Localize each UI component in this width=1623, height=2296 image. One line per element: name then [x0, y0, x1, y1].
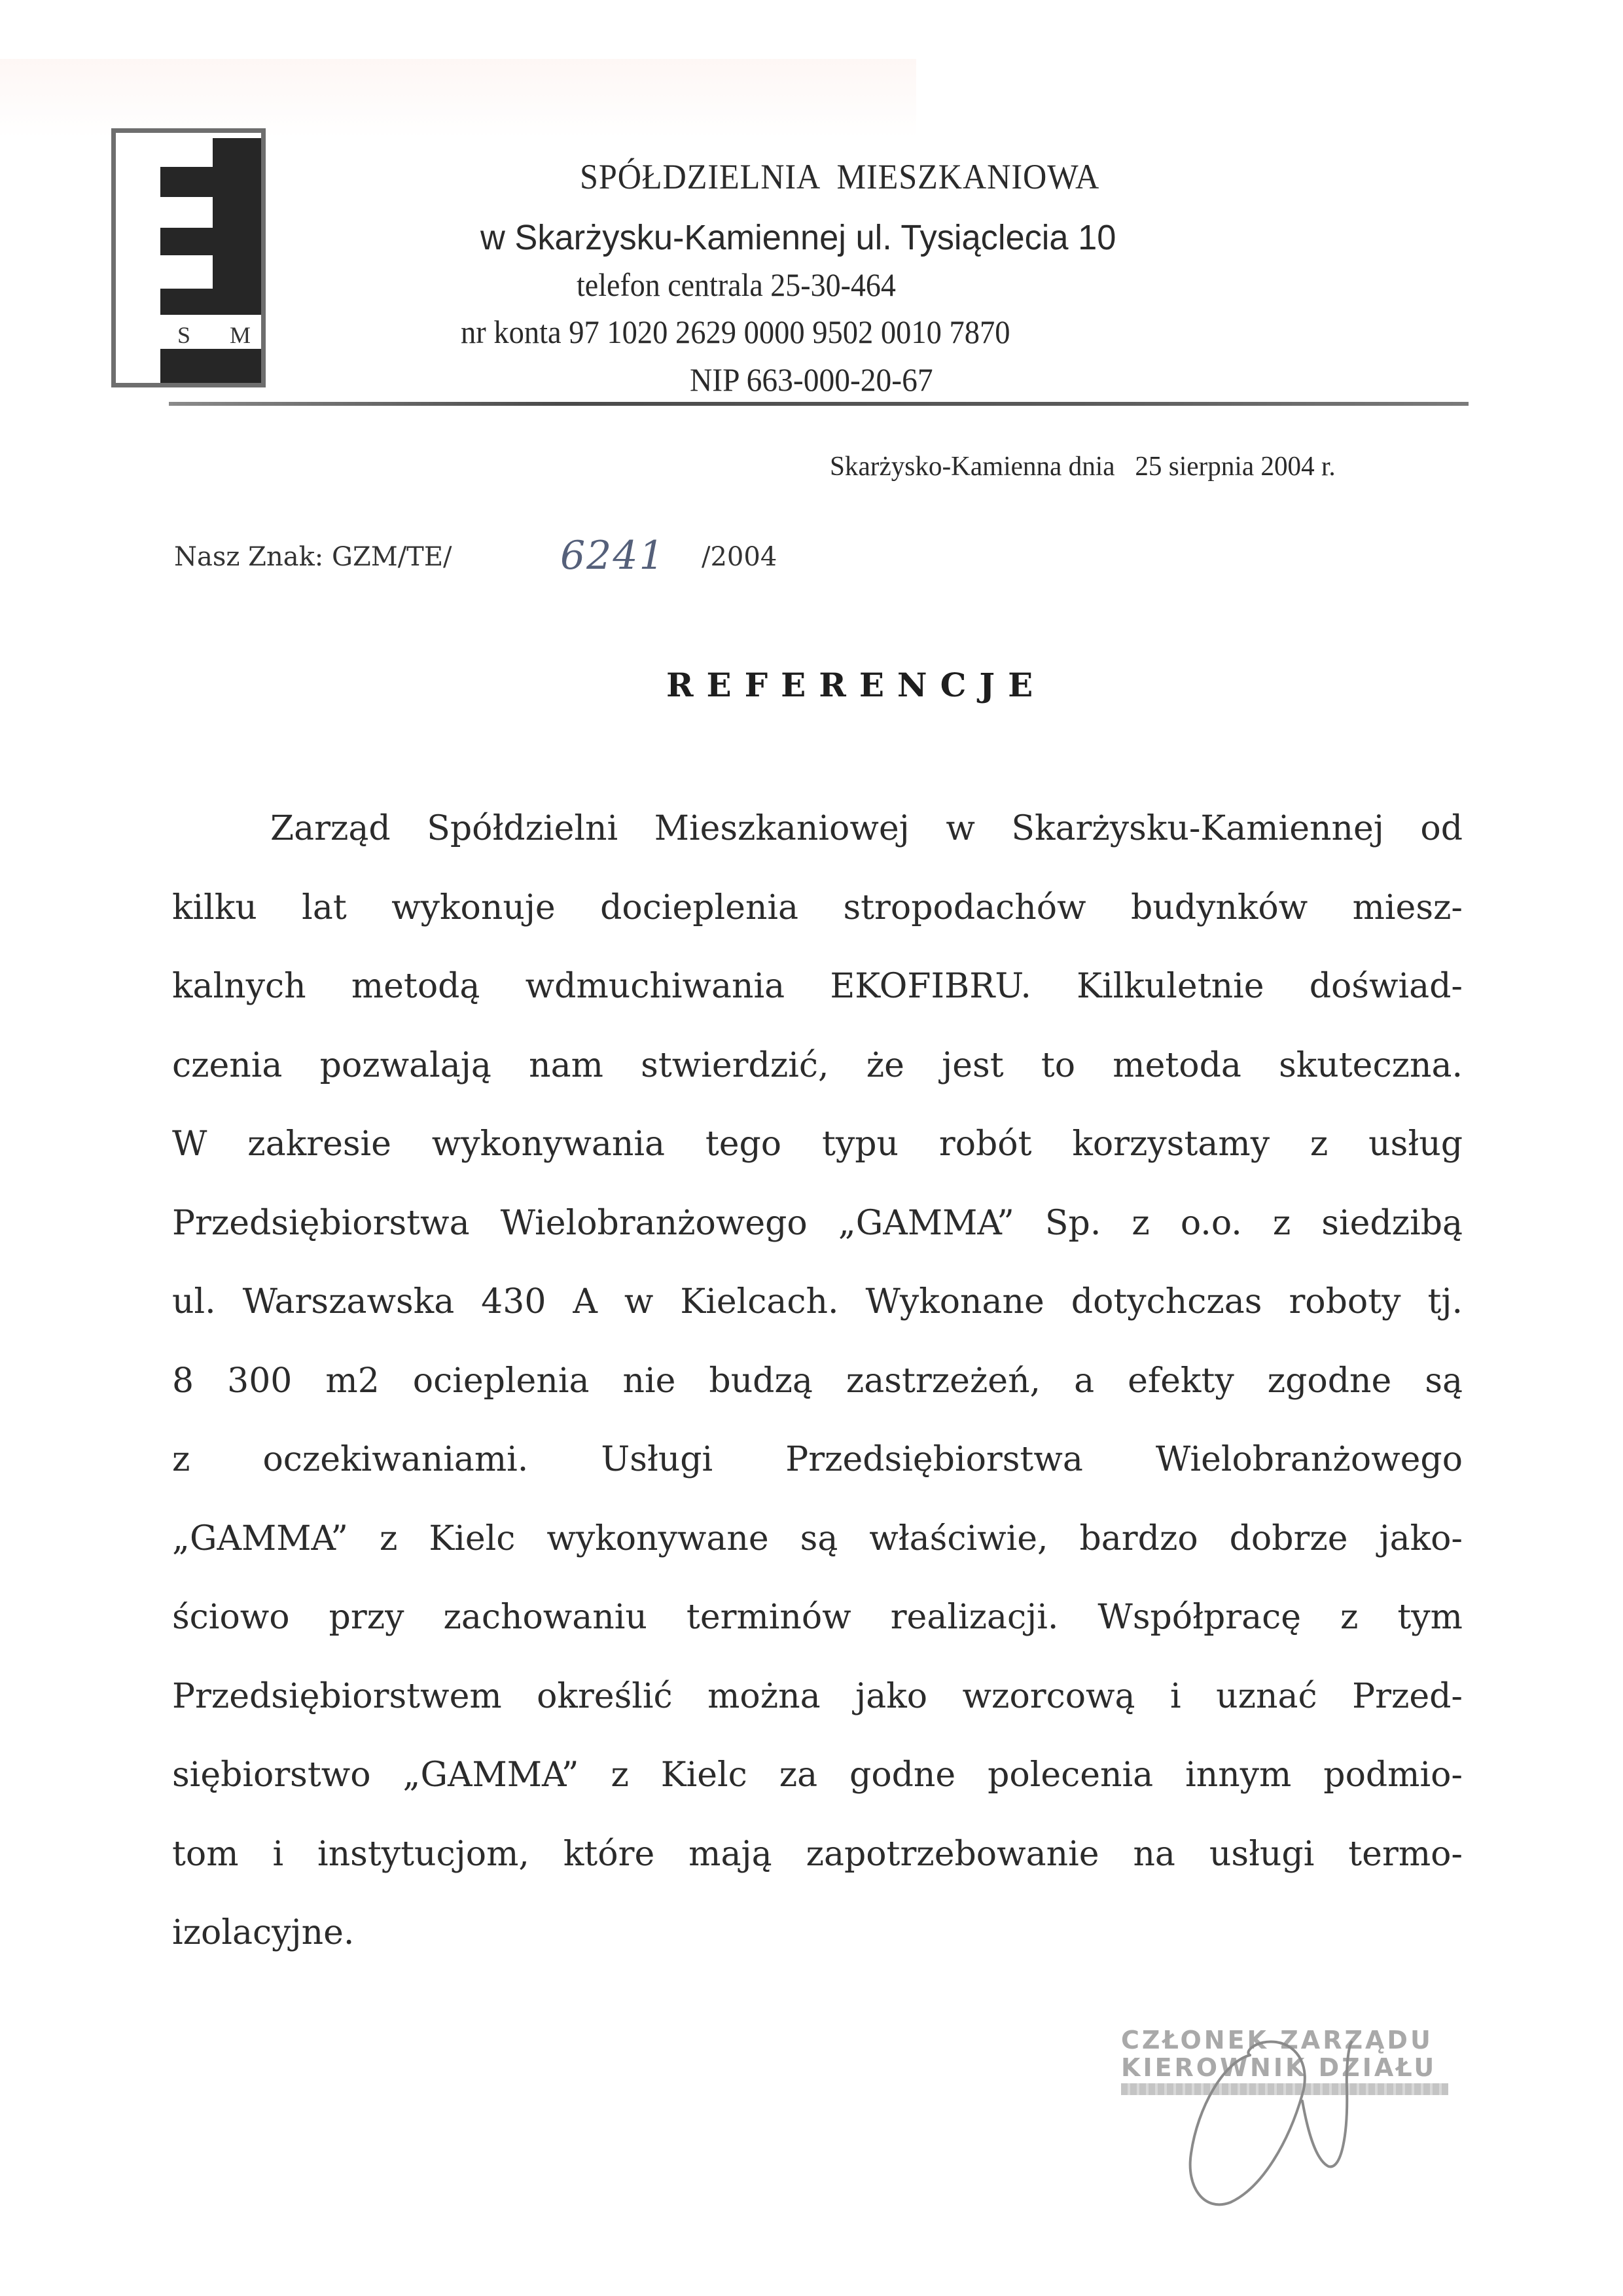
- body-line: ściowo przy zachowaniu terminów realizacji. Współpracę z tym: [172, 1598, 1463, 1637]
- stamp-line-2: KIEROWNIK DZIAŁU: [1121, 2053, 1437, 2082]
- logo-letter-m: M: [229, 322, 251, 348]
- body-paragraph: [172, 809, 1463, 1992]
- document-title: REFERENCJE: [666, 666, 1046, 704]
- organization-nip: NIP 663-000-20-67: [690, 361, 933, 398]
- logo-bar: [160, 289, 261, 315]
- handwritten-signature: [1152, 2016, 1427, 2212]
- organization-phone: telefon centrala 25-30-464: [577, 266, 896, 303]
- body-line: izolacyjne.: [172, 1913, 355, 1952]
- body-line: czenia pozwalają nam stwierdzić, że jest to metoda skuteczna.: [172, 1045, 1463, 1085]
- body-line: siębiorstwo „GAMMA” z Kielc za godne polecenia innym podmio-: [172, 1755, 1463, 1795]
- organization-bank-account: nr konta 97 1020 2629 0000 9502 0010 7870: [461, 314, 1010, 350]
- body-line: 8 300 m2 ocieplenia nie budzą zastrzeżeń, a efekty zgodne są: [172, 1361, 1463, 1401]
- body-line: z oczekiwaniami. Usługi Przedsiębiorstwa Wielobranżowego: [172, 1440, 1463, 1479]
- paper-tint: [0, 59, 916, 137]
- body-line: kalnych metodą wdmuchiwania EKOFIBRU. Kilkuletnie doświad-: [172, 967, 1463, 1006]
- sm-logo: [111, 128, 266, 387]
- body-line: W zakresie wykonywania tego typu robót korzystamy z usług: [172, 1124, 1463, 1164]
- body-line: tom i instytucjom, które mają zapotrzebowanie na usługi termo-: [172, 1834, 1463, 1874]
- body-line: Zarząd Spółdzielni Mieszkaniowej w Skarżysku-Kamiennej od: [270, 809, 1463, 848]
- body-line: kilku lat wykonuje docieplenia stropodachów budynków miesz-: [172, 888, 1463, 927]
- body-line: Przedsiębiorstwem określić można jako wzorcową i uznać Przed-: [172, 1676, 1463, 1716]
- organization-name: SPÓŁDZIELNIA MIESZKANIOWA: [580, 157, 1100, 196]
- stamp-line-1: CZŁONEK ZARZĄDU: [1121, 2026, 1433, 2054]
- reference-year: /2004: [702, 542, 777, 572]
- logo-letter-s: S: [177, 322, 191, 348]
- organization-address: w Skarżysku-Kamiennej ul. Tysiąclecia 10: [480, 218, 1116, 257]
- date-line: Skarżysko-Kamienna dnia 25 sierpnia 2004 r.: [830, 452, 1336, 482]
- reference-label: Nasz Znak: GZM/TE/: [174, 542, 452, 572]
- body-line: ul. Warszawska 430 A w Kielcach. Wykonane dotychczas roboty tj.: [172, 1282, 1463, 1321]
- reference-handwritten-number: 6241: [560, 533, 666, 579]
- logo-bar: [160, 349, 261, 383]
- logo-bar: [160, 228, 261, 255]
- body-line: „GAMMA” z Kielc wykonywane są właściwie, bardzo dobrze jako-: [172, 1518, 1463, 1558]
- body-line: Przedsiębiorstwa Wielobranżowego „GAMMA” Sp. z o.o. z siedzibą: [172, 1203, 1463, 1243]
- logo-bar: [160, 167, 261, 197]
- logo-letters: [168, 321, 260, 348]
- letterhead-divider: [169, 402, 1469, 406]
